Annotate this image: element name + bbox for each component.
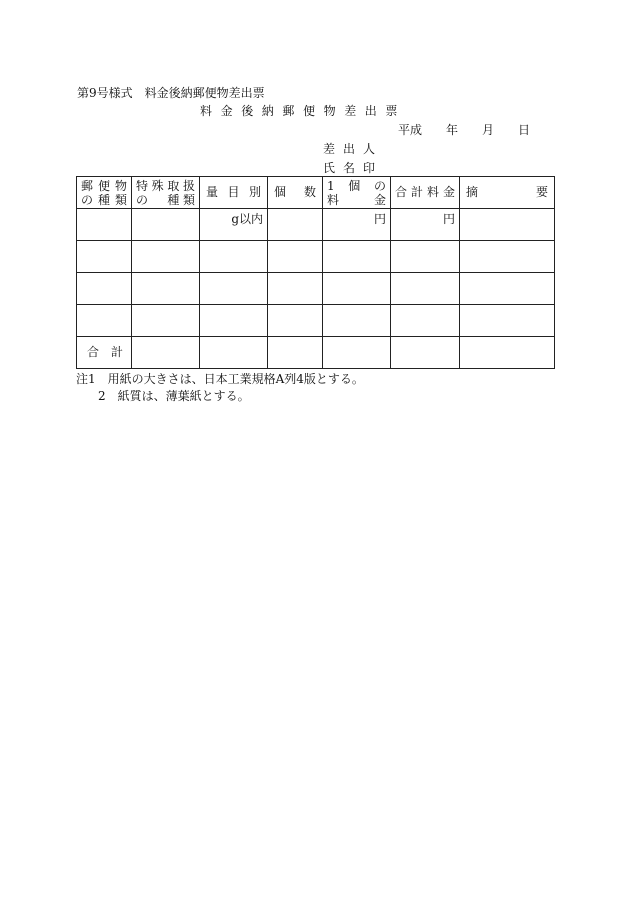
table-row: [77, 241, 555, 273]
cell-count[interactable]: [268, 273, 323, 305]
header-weight: 量目別: [200, 177, 268, 209]
cell-total-fee[interactable]: [391, 305, 460, 337]
cell-unit-price[interactable]: 円: [323, 209, 391, 241]
cell-unit-price[interactable]: [323, 305, 391, 337]
sender-label: 差出人: [323, 142, 384, 156]
cell-remarks[interactable]: [460, 273, 555, 305]
date-line: [398, 123, 530, 137]
cell-mail-type[interactable]: [77, 273, 132, 305]
total-label: 合 計: [77, 337, 132, 369]
cell-mail-type[interactable]: [77, 241, 132, 273]
cell-unit-price[interactable]: [323, 273, 391, 305]
header-remarks: 摘 要: [460, 177, 555, 209]
header-special-handling: 特殊取扱 の 種類: [132, 177, 200, 209]
mail-submission-table: [76, 176, 555, 369]
table-total-row: [77, 337, 555, 369]
note-paper-size: 注1 用紙の大きさは、日本工業規格A列4版とする。: [76, 372, 364, 386]
cell-special-handling[interactable]: [132, 305, 200, 337]
date-year: 年: [446, 123, 459, 137]
cell-unit-price[interactable]: [323, 337, 391, 369]
date-month: 月: [482, 123, 495, 137]
document-title: 料金後納郵便物差出票: [200, 104, 407, 118]
cell-count[interactable]: [268, 305, 323, 337]
cell-total-fee[interactable]: 円: [391, 209, 460, 241]
cell-special-handling[interactable]: [132, 337, 200, 369]
cell-weight[interactable]: g以内: [200, 209, 268, 241]
cell-unit-price[interactable]: [323, 241, 391, 273]
table-header-row: [77, 177, 555, 209]
cell-special-handling[interactable]: [132, 241, 200, 273]
cell-remarks[interactable]: [460, 337, 555, 369]
cell-mail-type[interactable]: [77, 209, 132, 241]
cell-weight[interactable]: [200, 273, 268, 305]
table-row: [77, 305, 555, 337]
table-row: [77, 273, 555, 305]
header-unit-price: 1 個 の 料 金: [323, 177, 391, 209]
header-count: 個 数: [268, 177, 323, 209]
cell-special-handling[interactable]: [132, 209, 200, 241]
cell-count[interactable]: [268, 241, 323, 273]
cell-weight[interactable]: [200, 337, 268, 369]
note-paper-quality: 2 紙質は、薄葉紙とする。: [98, 389, 250, 403]
cell-count[interactable]: [268, 209, 323, 241]
cell-mail-type[interactable]: [77, 305, 132, 337]
cell-special-handling[interactable]: [132, 273, 200, 305]
header-total-fee: 合計料金: [391, 177, 460, 209]
cell-total-fee[interactable]: [391, 273, 460, 305]
cell-weight[interactable]: [200, 305, 268, 337]
cell-remarks[interactable]: [460, 305, 555, 337]
cell-total-fee[interactable]: [391, 241, 460, 273]
name-seal-label: 氏名印: [323, 161, 384, 175]
cell-remarks[interactable]: [460, 241, 555, 273]
date-day: 日: [518, 123, 531, 137]
table-row: [77, 209, 555, 241]
form-label: 第9号様式 料金後納郵便物差出票: [77, 86, 265, 100]
date-era: 平成: [398, 123, 423, 137]
cell-remarks[interactable]: [460, 209, 555, 241]
cell-count[interactable]: [268, 337, 323, 369]
cell-total-fee[interactable]: [391, 337, 460, 369]
header-mail-type: 郵便物 の種類: [77, 177, 132, 209]
cell-weight[interactable]: [200, 241, 268, 273]
